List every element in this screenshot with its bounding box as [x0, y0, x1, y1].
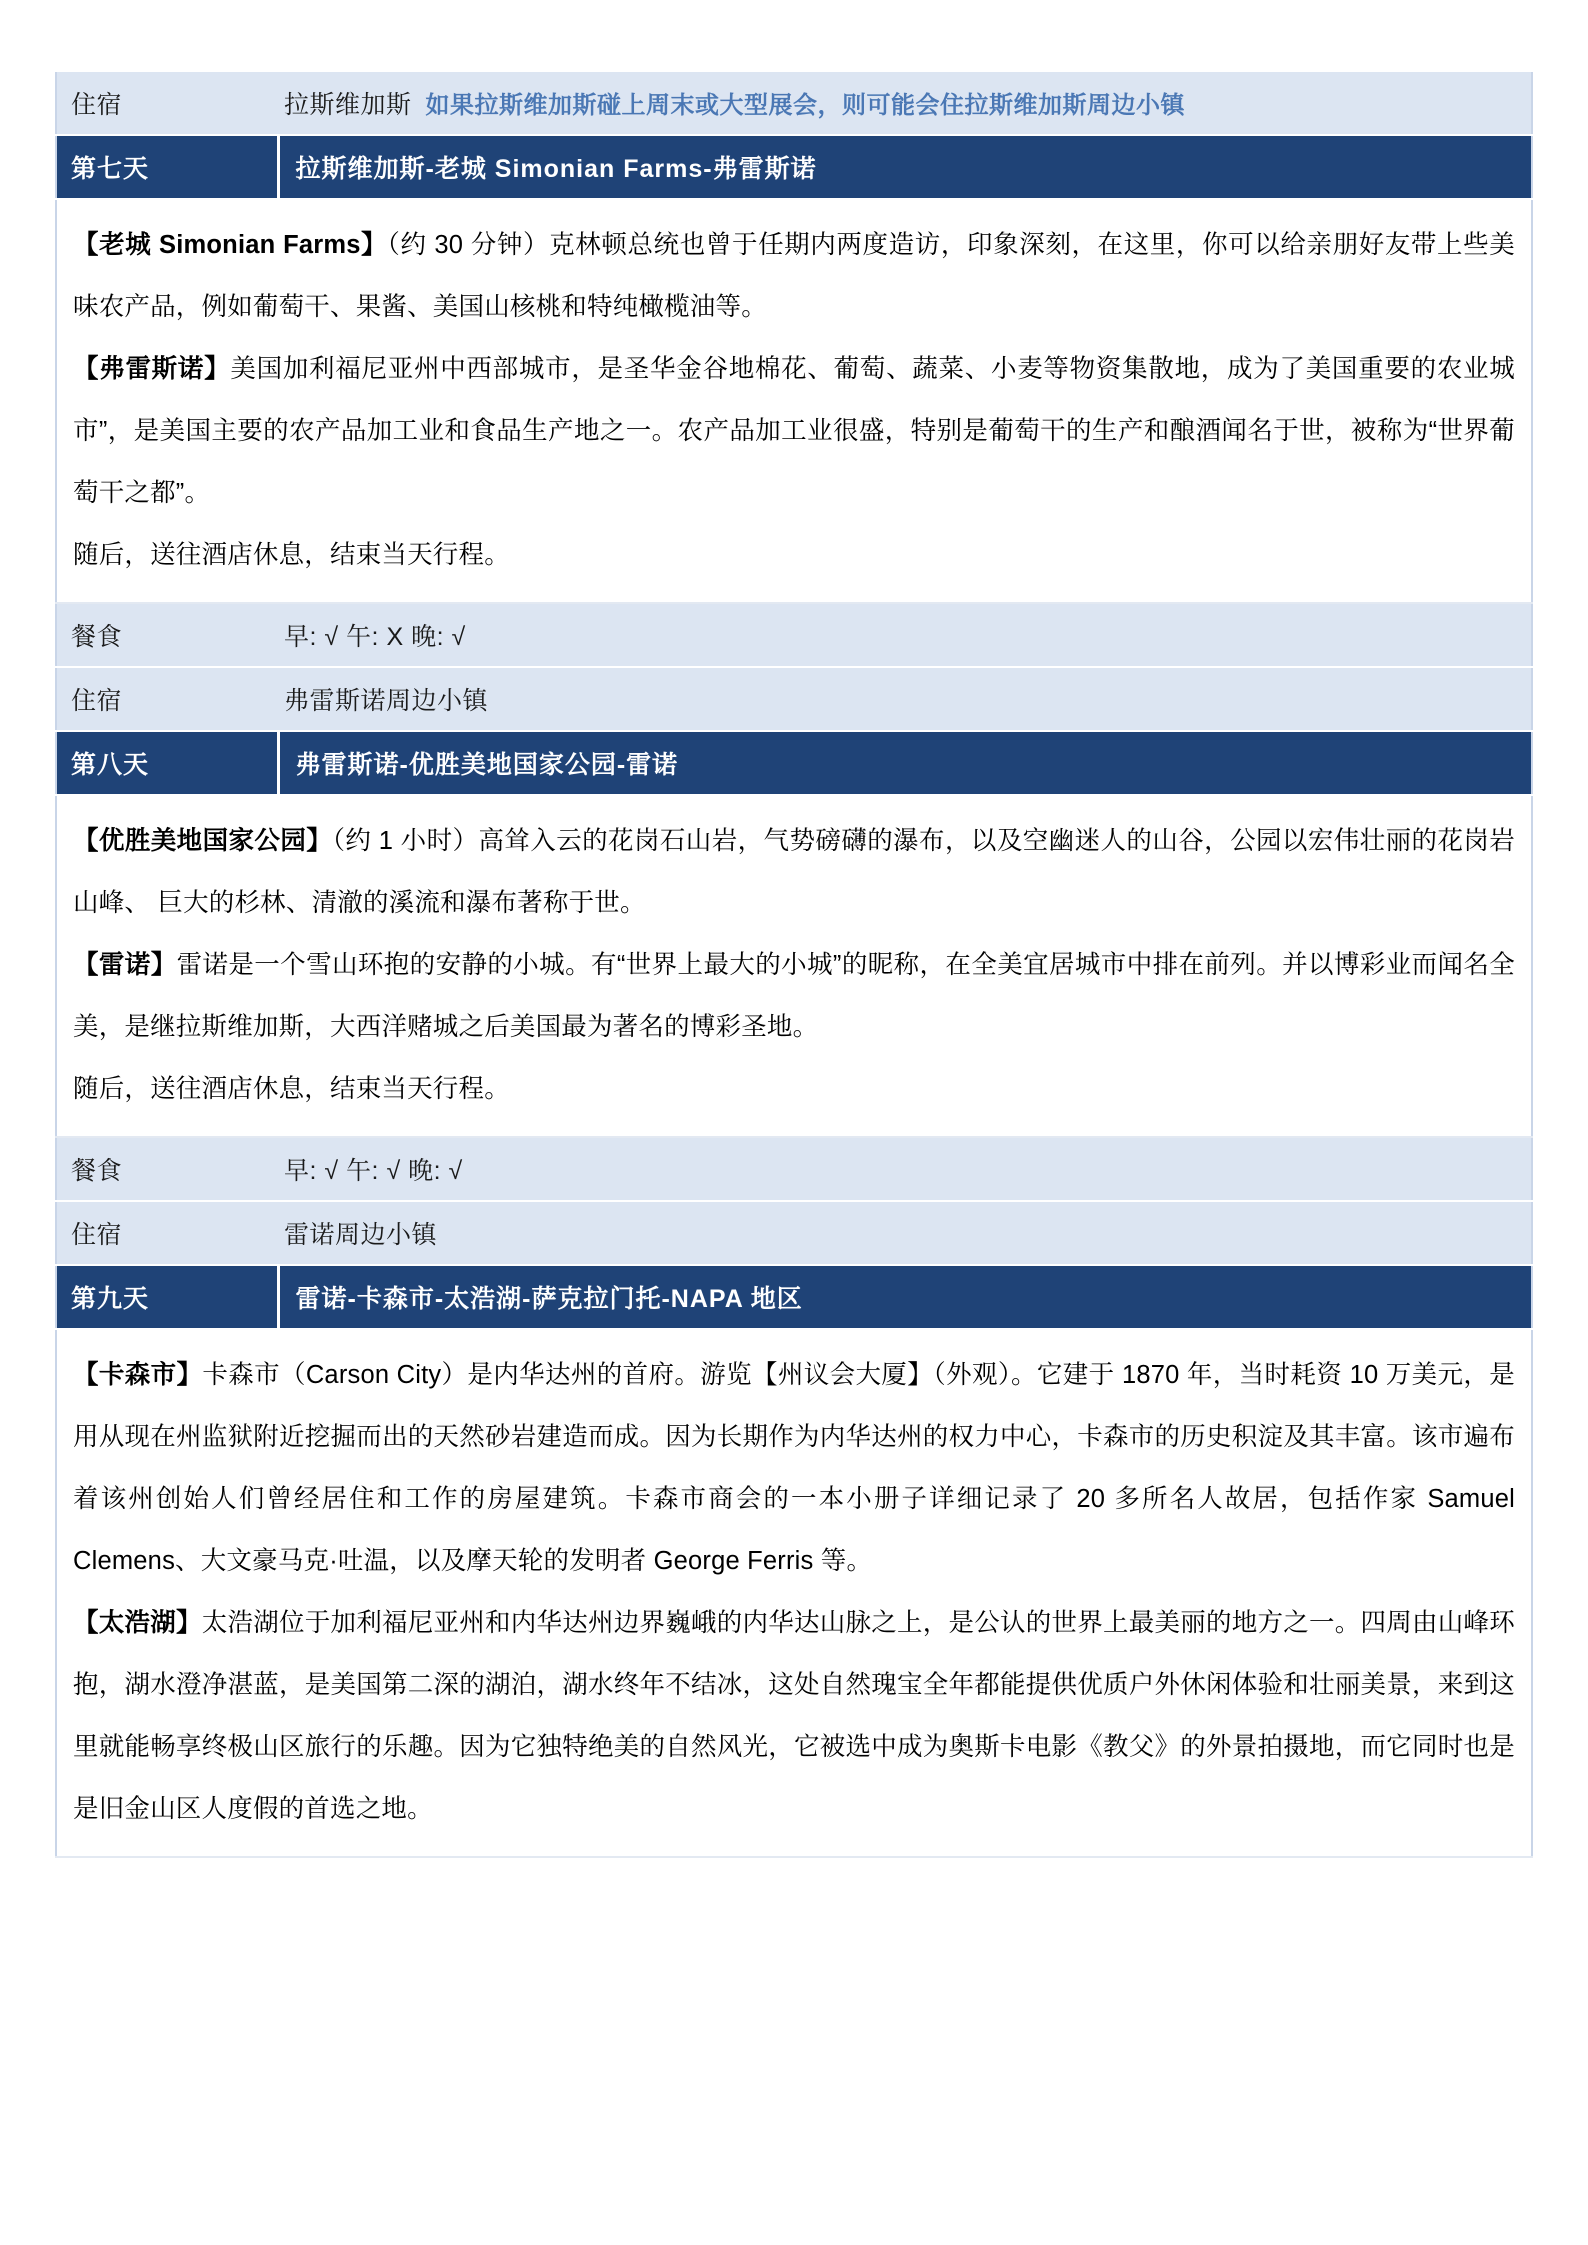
accommodation-label: 住宿 [56, 667, 278, 731]
paragraph-text: （约 1 小时）高耸入云的花岗石山岩，气势磅礴的瀑布，以及空幽迷人的山谷，公园以宏伟壮丽的花岗岩山峰、 巨大的杉林、清澈的溪流和瀑布著称于世。 [73, 827, 1515, 917]
paragraph-text: 雷诺是一个雪山环抱的安静的小城。有“世界上最大的小城”的昵称，在全美宜居城市中排在前列。并以博彩业而闻名全美，是继拉斯维加斯，大西洋赌城之后美国最为著名的博彩圣地。 [73, 951, 1515, 1041]
paragraph [73, 1592, 1515, 1840]
day-body-row [56, 199, 1532, 603]
accommodation-value: 雷诺周边小镇 [278, 1201, 1532, 1265]
paragraph-text: 美国加利福尼亚州中西部城市，是圣华金谷地棉花、葡萄、蔬菜、小麦等物资集散地，成为了美国重要的农业城市”，是美国主要的农产品加工业和食品生产地之一。农产品加工业很盛，特别是葡萄干的生产和酿酒闻名于世，被称为“世界葡萄干之都”。 [73, 355, 1515, 507]
day-body-row [56, 1329, 1532, 1857]
paragraph-lead: 【太浩湖】 [73, 1609, 202, 1637]
meals-row [56, 603, 1532, 667]
paragraph-lead: 【优胜美地国家公园】 [73, 827, 333, 855]
day-body-row [56, 795, 1532, 1137]
paragraph-lead: 【弗雷斯诺】 [73, 355, 231, 383]
paragraph [73, 214, 1515, 338]
meals-label: 餐食 [56, 603, 278, 667]
day-header-row [56, 731, 1532, 795]
accommodation-label: 住宿 [56, 1201, 278, 1265]
paragraph [73, 810, 1515, 934]
paragraph-text: （约 30 分钟）克林顿总统也曾于任期内两度造访，印象深刻，在这里，你可以给亲朋好友带上些美味农产品，例如葡萄干、果酱、美国山核桃和特纯橄榄油等。 [73, 231, 1515, 321]
paragraph [73, 1058, 1515, 1120]
day-route: 弗雷斯诺-优胜美地国家公园-雷诺 [278, 731, 1532, 795]
day-header-row [56, 135, 1532, 199]
day-label: 第八天 [56, 731, 278, 795]
accommodation-row [56, 667, 1532, 731]
paragraph [73, 934, 1515, 1058]
accommodation-label: 住宿 [56, 71, 278, 135]
accommodation-value: 拉斯维加斯 [284, 91, 412, 119]
day-route: 雷诺-卡森市-太浩湖-萨克拉门托-NAPA 地区 [278, 1265, 1532, 1329]
day-body-cell [56, 199, 1532, 603]
accommodation-row [56, 1201, 1532, 1265]
day-body-cell [56, 795, 1532, 1137]
accommodation-value-cell [278, 71, 1532, 135]
itinerary-table [55, 70, 1533, 1858]
paragraph-text: 太浩湖位于加利福尼亚州和内华达州边界巍峨的内华达山脉之上，是公认的世界上最美丽的地方之一。四周由山峰环抱，湖水澄净湛蓝，是美国第二深的湖泊，湖水终年不结冰，这处自然瑰宝全年都能提供优质户外休闲体验和壮丽美景，来到这里就能畅享终极山区旅行的乐趣。因为它独特绝美的自然风光，它被选中成为奥斯卡电影《教父》的外景拍摄地，而它同时也是是旧金山区人度假的首选之地。 [73, 1609, 1515, 1823]
day-body-cell [56, 1329, 1532, 1857]
paragraph [73, 1344, 1515, 1592]
itinerary-table-body [56, 71, 1532, 1857]
day-label: 第九天 [56, 1265, 278, 1329]
day-route: 拉斯维加斯-老城 Simonian Farms-弗雷斯诺 [278, 135, 1532, 199]
paragraph-lead: 【雷诺】 [73, 951, 177, 979]
paragraph-lead: 【卡森市】 [73, 1361, 203, 1389]
paragraph [73, 338, 1515, 524]
paragraph-lead: 【老城 Simonian Farms】 [73, 231, 388, 259]
meals-row [56, 1137, 1532, 1201]
paragraph-text: 卡森市（Carson City）是内华达州的首府。游览【州议会大厦】（外观）。它建于 1870 年，当时耗资 10 万美元，是用从现在州监狱附近挖掘而出的天然砂岩建造而成。因为长期作为内华达州的权力中心，卡森市的历史积淀及其丰富。该市遍布着该州创始人们曾经居住和工作的房屋建筑。卡森市商会的一本小册子详细记录了 20 多所名人故居，包括作家 Samuel Clemens、大文豪马克·吐温，以及摩天轮的发明者 George Ferris 等。 [73, 1361, 1515, 1575]
day-label: 第七天 [56, 135, 278, 199]
paragraph-text: 随后，送往酒店休息，结束当天行程。 [73, 541, 510, 569]
day-header-row [56, 1265, 1532, 1329]
meals-value: 早: √ 午: X 晚: √ [278, 603, 1532, 667]
paragraph-text: 随后，送往酒店休息，结束当天行程。 [73, 1075, 510, 1103]
accommodation-note: 如果拉斯维加斯碰上周末或大型展会，则可能会住拉斯维加斯周边小镇 [425, 92, 1186, 119]
accommodation-value: 弗雷斯诺周边小镇 [278, 667, 1532, 731]
paragraph [73, 524, 1515, 586]
meals-value: 早: √ 午: √ 晚: √ [278, 1137, 1532, 1201]
meals-label: 餐食 [56, 1137, 278, 1201]
accommodation-row-top [56, 71, 1532, 135]
